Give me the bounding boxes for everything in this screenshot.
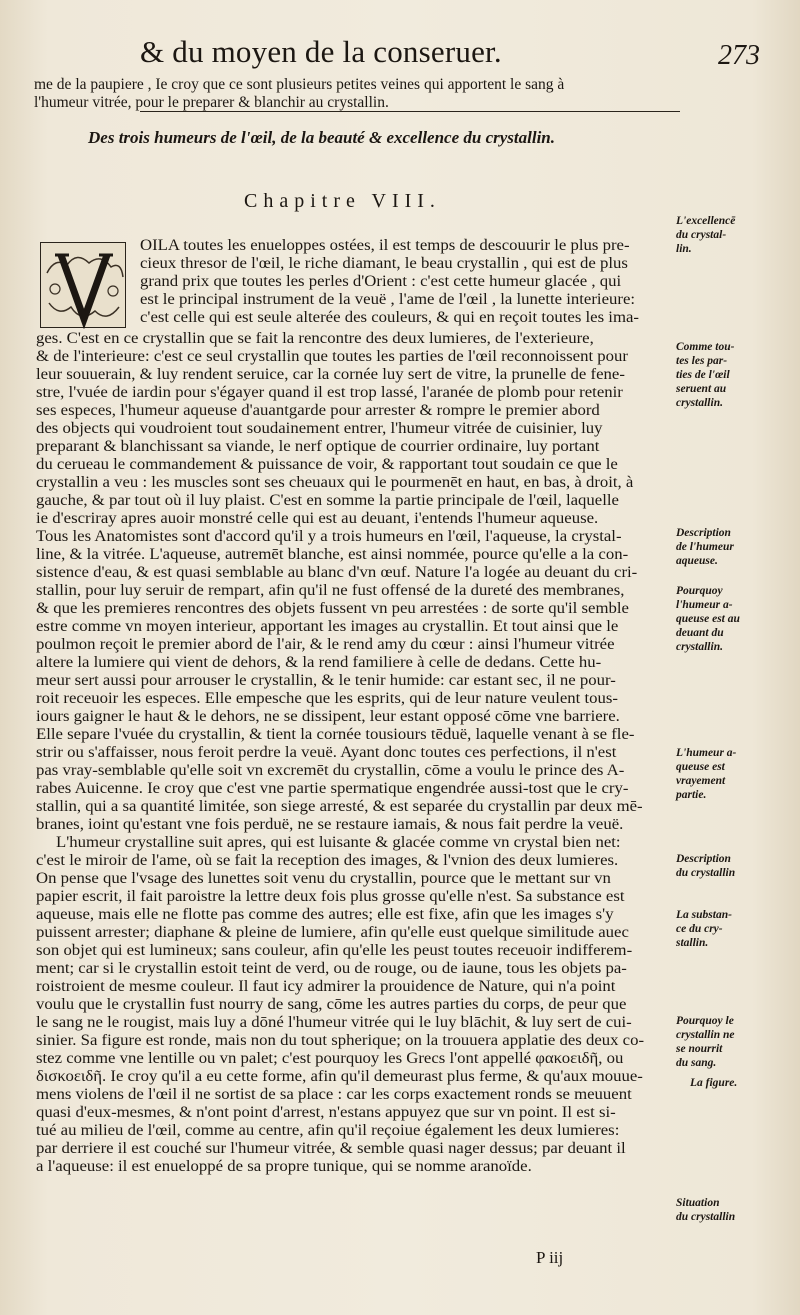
text-line: OILA toutes les enueloppes ostées, il est temps de descouurir le plus pre- bbox=[140, 237, 630, 254]
text-line: On pense que l'vsage des lunettes soit venu du crystallin, pource que le mettant sur vn bbox=[36, 870, 611, 887]
chapter-heading: Chapitre VIII. bbox=[244, 190, 441, 212]
margin-note: La substan- ce du cry- stallin. bbox=[676, 909, 732, 949]
text-line: gauche, & par tout où il luy plaist. C'est en somme la partie principale de l'œil, laquelle bbox=[36, 492, 619, 509]
text-line: meur sert aussi pour arrouser le crystallin, & le tenir humide: car estant sec, il ne pour- bbox=[36, 672, 616, 689]
margin-note: Description du crystallin bbox=[676, 853, 736, 879]
text-line: son objet qui est lumineux; sans couleur, afin qu'elle les peust toutes receuoir indifferem- bbox=[36, 942, 633, 959]
text-line: Elle separe l'vuée du crystallin, & tient la cornée tousiours tēduë, laquelle venant à se fle- bbox=[36, 726, 635, 743]
horizontal-rule bbox=[140, 111, 680, 112]
text-line: estre comme vn moyen interieur, apportant les images au crystallin. Et tout ainsi que le bbox=[36, 618, 619, 635]
text-line: & que les premieres rencontres des objets fussent vn peu arrestées : de sorte qu'il semble bbox=[36, 600, 629, 617]
text-line: puissent arrester; diaphane & pleine de lumiere, afin qu'elle eust quelque similitude auec bbox=[36, 924, 629, 941]
margin-note: Comme tou- tes les par- ties de l'œil seruent au crystallin. bbox=[676, 341, 735, 409]
text-line: voulu que le crystallin fust nourry de sang, cōme les autres parties du corps, de peur que bbox=[36, 996, 627, 1013]
text-line: des objects qui voudroient tout soudainement entrer, l'humeur vitrée de cuisinier, luy bbox=[36, 420, 603, 437]
text-line: papier escrit, il fait paroistre la lettre deux fois plus grosse qu'elle n'est. Sa substance est bbox=[36, 888, 625, 905]
text-line: est le principal instrument de la veuë , l'ame de l'œil , la lunette interieure: bbox=[140, 291, 636, 308]
margin-note: L'excellencē du crystal- lin. bbox=[676, 215, 736, 255]
text-line: poulmon reçoit le premier abord de l'air, & le rend amy du cœur : ainsi l'humeur vitrée bbox=[36, 636, 615, 653]
text-line: le sang ne le rougist, mais luy a dōné l'humeur vitrée qui le luy blāchit, & luy sert de cui- bbox=[36, 1014, 632, 1031]
margin-note: Pourquoy l'humeur a- queuse est au deuant du crystallin. bbox=[676, 585, 740, 653]
text-line: c'est celle qui est seule alterée des couleurs, & qui en reçoit toutes les ima- bbox=[140, 309, 639, 326]
text-line: ie d'escriray apres auoir monstré celle qui est au deuant, i'entends l'humeur aqueuse. bbox=[36, 510, 599, 527]
text-line: du cerueau le commandement & puissance de voir, & rapportant tout soudain ce que le bbox=[36, 456, 618, 473]
top-line: me de la paupiere , Ie croy que ce sont plusieurs petites veines qui apportent le sang à bbox=[34, 76, 565, 93]
text-line: stallin, qui a sa quantité limitée, son siege arresté, & est separée du crystallin par deux mē- bbox=[36, 798, 643, 815]
text-line: sistence d'eau, & est quasi semblable au blanc d'vn œuf. Nature l'a logée au deuant du cri- bbox=[36, 564, 638, 581]
text-line: rabes Auicenne. Ie croy que c'est vne partie spermatique engendrée aussi-tost que le cry- bbox=[36, 780, 629, 797]
text-line: crystallin a veu : les muscles sont ses cheuaux qui le pourmenēt en haut, en bas, à droit, à bbox=[36, 474, 634, 491]
signature-mark: P iij bbox=[536, 1248, 564, 1267]
text-line: pas vray-semblable qu'elle soit vn excremēt du crystallin, cōme a voulu le prince des A- bbox=[36, 762, 625, 779]
text-line: ges. C'est en ce crystallin que se fait la rencontre des deux lumieres, de l'exterieure, bbox=[36, 330, 594, 347]
text-line: a l'aqueuse: il est enueloppé de sa propre tunique, qui se nomme aranoïde. bbox=[36, 1158, 532, 1175]
text-line: roistroient de mesme couleur. Il faut icy admirer la prouidence de Nature, qui n'a point bbox=[36, 978, 616, 995]
text-line: ment; car si le crystallin estoit teint de verd, ou de rouge, ou de iaune, tous les objets pa- bbox=[36, 960, 627, 977]
top-line: l'humeur vitrée, pour le preparer & blanchir au crystallin. bbox=[34, 94, 389, 111]
text-line: stre, l'vuée de iardin pour s'égayer quand il est trop lassé, l'aranée de plomb pour retenir bbox=[36, 384, 623, 401]
margin-note: La figure. bbox=[690, 1077, 738, 1089]
text-line: line, & la vitrée. L'aqueuse, autremēt blanche, est ainsi nommée, pource qu'elle a la con- bbox=[36, 546, 629, 563]
text-line: cieux thresor de l'œil, le riche diamant, le beau crystallin , qui est de plus bbox=[140, 255, 628, 272]
margin-note: Description de l'humeur aqueuse. bbox=[676, 527, 734, 567]
text-line: roit receuoir les especes. Elle empesche que les esprits, qui de leur nature veulent tous- bbox=[36, 690, 618, 707]
text-line: par derriere il est couché sur l'humeur vitrée, & semble quasi nager dessus; par deuant il bbox=[36, 1140, 626, 1157]
running-title: & du moyen de la conseruer. bbox=[140, 34, 502, 69]
text-line: c'est le miroir de l'ame, où se fait la reception des images, & l'vnion des deux lumieres. bbox=[36, 852, 619, 869]
text-line: & de l'interieure: c'est ce seul crystallin que toutes les parties de l'œil reconnoissent pour bbox=[36, 348, 628, 365]
text-line: aqueuse, mais elle ne flotte pas comme des autres; elle est fixe, afin que les images s'y bbox=[36, 906, 614, 923]
margin-note: Pourquoy le crystallin ne se nourrit du sang. bbox=[676, 1015, 735, 1069]
text-line: L'humeur crystalline suit apres, qui est luisante & glacée comme vn crystal bien net: bbox=[56, 834, 621, 851]
decorated-initial-v bbox=[40, 242, 126, 328]
page-number: 273 bbox=[718, 40, 760, 71]
text-line: Tous les Anatomistes sont d'accord qu'il y a trois humeurs en l'œil, l'aqueuse, la crystal- bbox=[36, 528, 622, 545]
margin-note: L'humeur a- queuse est vrayement partie. bbox=[676, 747, 737, 801]
text-line: branes, ioint qu'estant vne fois perduë, ne se restaure iamais, & nous fait perdre la veuë. bbox=[36, 816, 624, 833]
text-line: preparant & blanchissant sa viande, le nerf optique de courrier ordinaire, luy portant bbox=[36, 438, 600, 455]
text-line: ses especes, l'humeur aqueuse d'auantgarde pour arrester & rompre le premier abord bbox=[36, 402, 600, 419]
text-line: δισκοειδῆ. Ie croy qu'il a eu cette forme, afin qu'il demeurast plus ferme, & qu'aux mouue- bbox=[36, 1068, 643, 1085]
text-line: tué au milieu de l'œil, comme au centre, afin qu'il reçoiue également les deux lumieres: bbox=[36, 1122, 620, 1139]
text-line: leur souuerain, & luy rendent seruice, car la cornée luy sert de vitre, la prunelle de fene- bbox=[36, 366, 625, 383]
text-line: quasi d'eux-mesmes, & n'ont point d'arrest, n'estans appuyez que sur vn point. Il est si- bbox=[36, 1104, 616, 1121]
margin-note: Situation du crystallin bbox=[676, 1197, 736, 1223]
text-line: stez comme vne lentille ou vn palet; c'est pourquoy les Grecs l'ont appellé φακοειδῆ, ou bbox=[36, 1050, 624, 1067]
text-line: altere la lumiere qui vient de dehors, & la rend familiere à celle de dedans. Cette hu- bbox=[36, 654, 602, 671]
text-line: mens violens de l'œil il ne sortist de sa place : car les corps exactement ronds se meuuent bbox=[36, 1086, 632, 1103]
text-line: stallin, pour luy seruir de rempart, afin qu'il ne fust offensé de la dureté des membranes, bbox=[36, 582, 625, 599]
section-title: Des trois humeurs de l'œil, de la beauté & excellence du crystallin. bbox=[88, 128, 556, 147]
text-line: grand prix que toutes les perles d'Orient : c'est cette humeur glacée , qui bbox=[140, 273, 622, 290]
text-line: sinier. Sa figure est ronde, mais non du tout spherique; on la trouuera applatie des deux co- bbox=[36, 1032, 645, 1049]
text-line: strir ou s'affaisser, nous feroit perdre la veuë. Ayant donc toutes ces perfections, il n'est bbox=[36, 744, 617, 761]
text-line: iours gaigner le haut & le dehors, ne se dissipent, leur estant opposé cōme vne barriere. bbox=[36, 708, 620, 725]
